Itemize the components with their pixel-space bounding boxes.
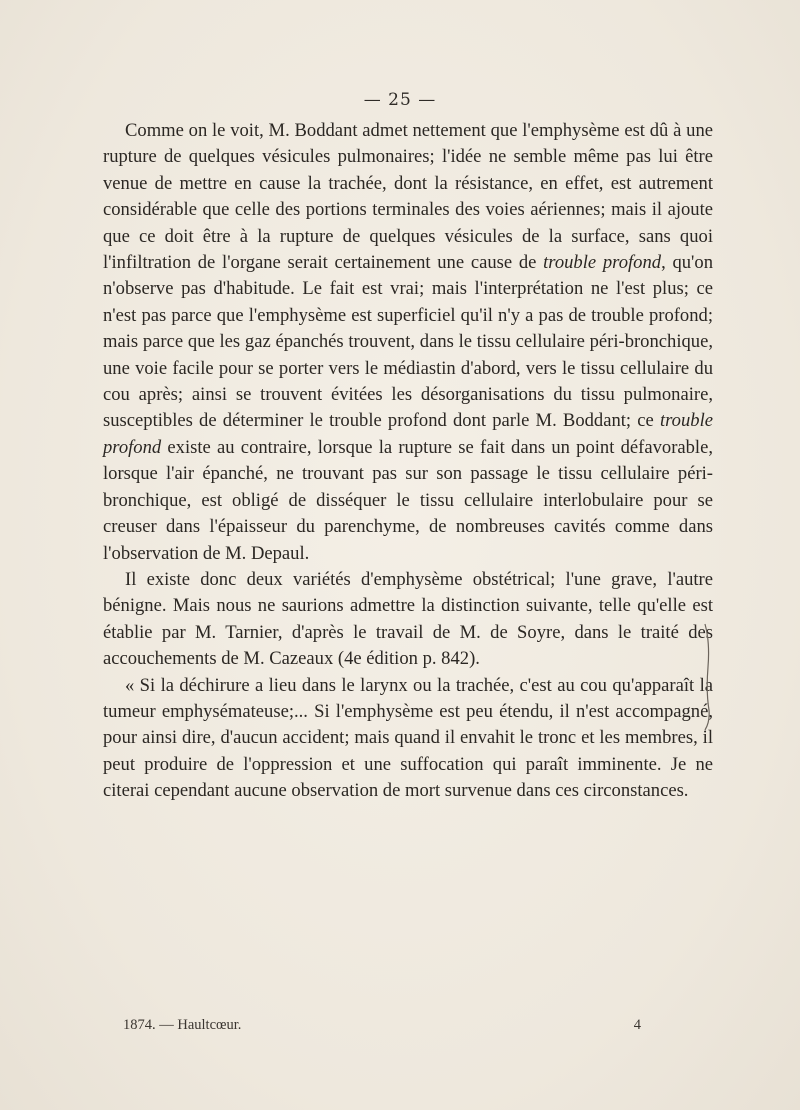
paragraph <box>103 567 713 673</box>
text-run: Il existe donc deux variétés d'emphysème obstétrical; l'une grave, l'autre bénigne. Mais nous ne saurions admettre la distinction suivante, telle qu'elle est établie par M. Tarnier, d'après le travail de M. de Soyre, dans le traité des accouchements de M. Cazeaux (4e édition p. 842). <box>103 568 713 670</box>
signature-number: 4 <box>633 1017 641 1033</box>
footer-signature: 1874. — Haultcœur. <box>123 1017 242 1033</box>
body-text <box>103 118 713 805</box>
margin-bracket-mark <box>703 622 711 732</box>
paragraph <box>103 673 713 805</box>
text-run: , qu'on n'observe pas d'habitude. Le fait est vrai; mais l'interprétation ne l'est plus; ce n'est pas parce que l'emphysème est superficiel qu'il n'y a pas de trouble profond; mais parce que les gaz épanchés trouvent, dans le tissu cellulaire péri-bronchique, une voie facile pour se porter vers le médiastin d'abord, vers le tissu cellulaire du cou après; ainsi se trouvent évitées les désorganisations du tissu pulmonaire, susceptibles de déterminer le trouble profond dont parle M. Boddant; ce <box>103 252 713 432</box>
italic-text-run: trouble profond <box>543 252 662 274</box>
text-run: Comme on le voit, M. Boddant admet nettement que l'emphysème est dû à une rupture de quelques vésicules pulmonaires; l'idée ne semble même pas lui être venue de mettre en cause la trachée, dont la résistance, en effet, est autrement considérable que celle des portions terminales des voies aériennes; mais il ajoute que ce doit être à la rupture de quelques vésicules de la surface, sans quoi l'infiltration de l'organe serait certainement une cause de <box>103 120 713 274</box>
paragraph <box>103 118 713 567</box>
italic-text-run: trouble profond <box>103 410 713 458</box>
text-run: « Si la déchirure a lieu dans le larynx ou la trachée, c'est au cou qu'apparaît la tumeur emphysémateuse;... Si l'emphysème est peu étendu, il n'est accompagné, pour ainsi dire, d'aucun accident; mais quand il envahit le tronc et les membres, il peut produire de l'oppression et une suffocation qui paraît imminente. Je ne citerai cependant aucune observation de mort survenue dans ces circonstances. <box>103 674 713 802</box>
text-run: existe au contraire, lorsque la rupture se fait dans un point défavorable, lorsque l'air épanché, ne trouvant pas sur son passage le tissu cellulaire péri-bronchique, est obligé de disséquer le tissu cellulaire interlobulaire pour se creuser dans l'épaisseur du parenchyme, de nombreuses cavités comme dans l'observation de M. Depaul. <box>103 436 713 564</box>
page-number: — 25 — <box>363 90 437 110</box>
